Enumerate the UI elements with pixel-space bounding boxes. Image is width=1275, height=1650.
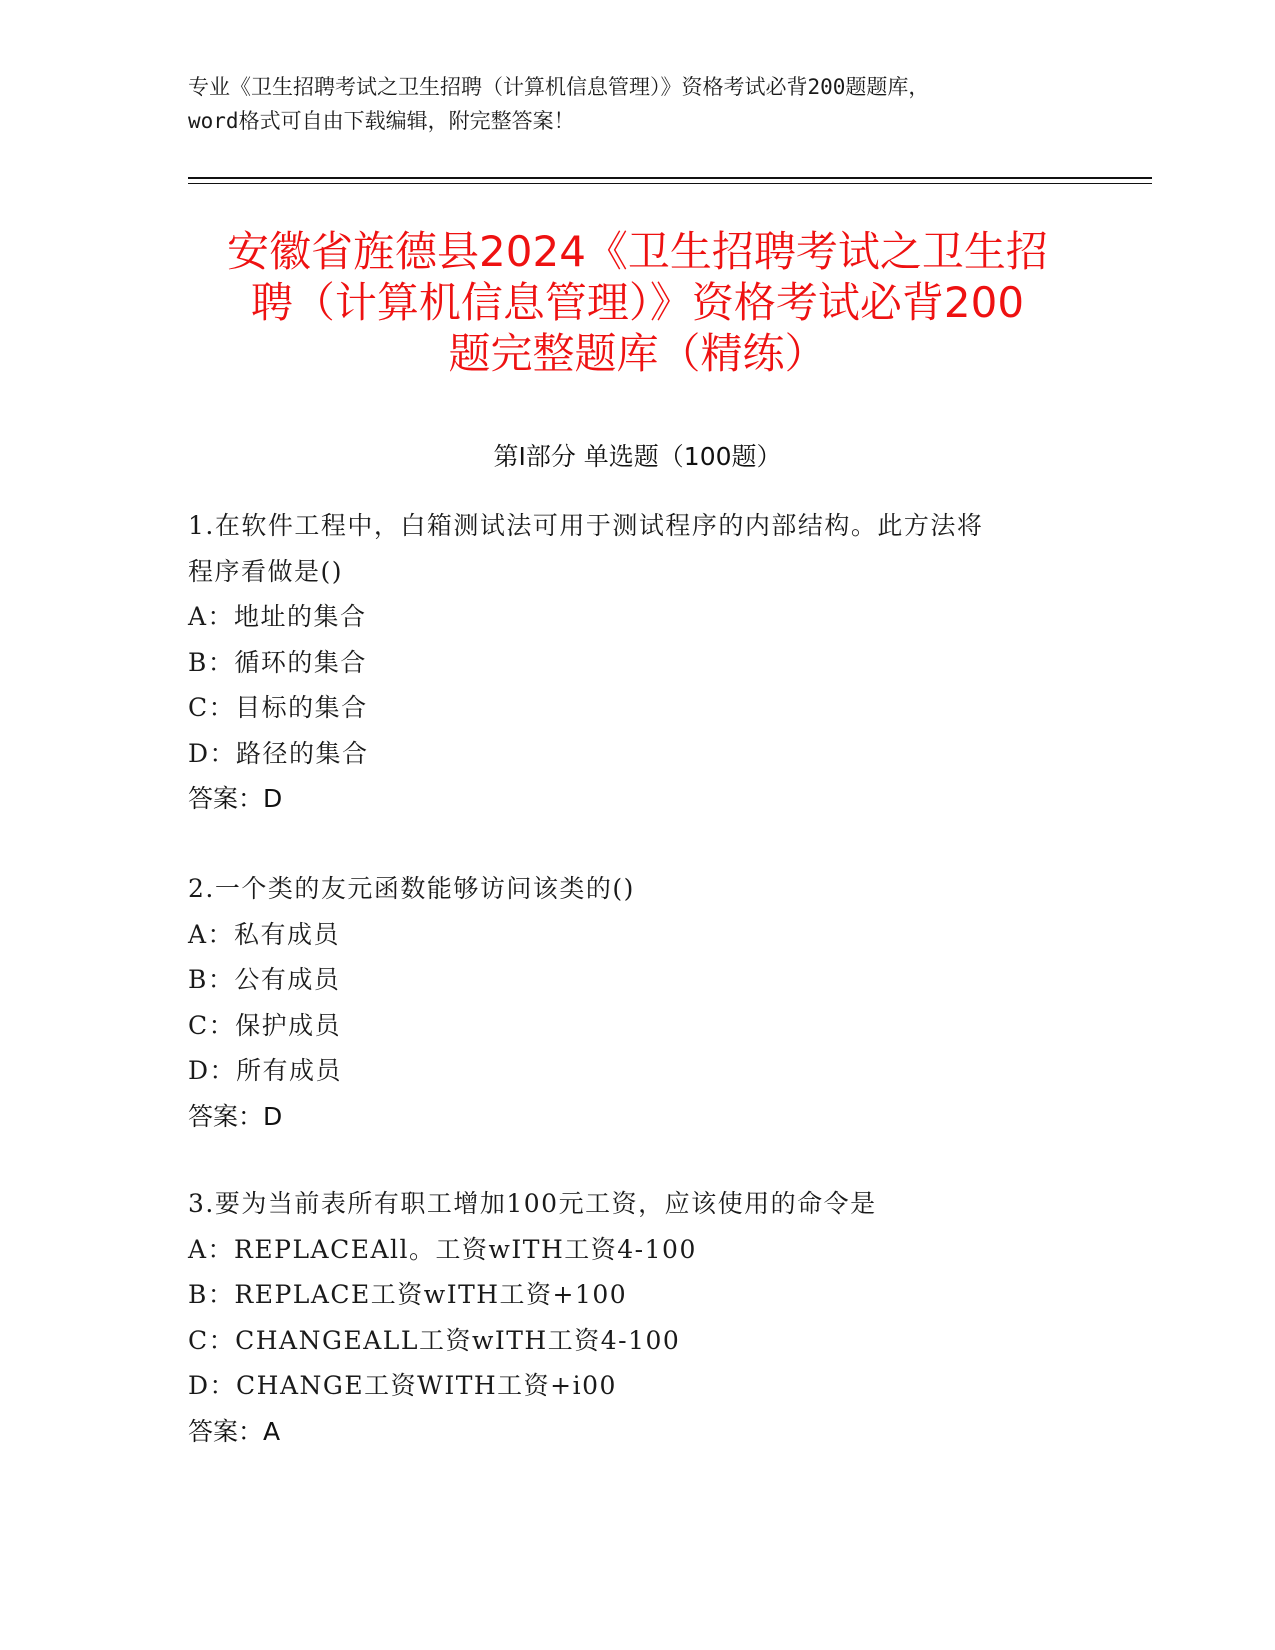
answer: 答案：D (188, 784, 283, 813)
option-d: D：CHANGE工资WITH工资+i00 (188, 1371, 617, 1400)
option-a: A：地址的集合 (188, 602, 367, 631)
question-stem: 3.要为当前表所有职工增加100元工资，应该使用的命令是 (188, 1189, 877, 1218)
header-note-line: word格式可自由下载编辑，附完整答案！ (188, 109, 575, 133)
answer: 答案：D (188, 1101, 283, 1131)
document-title-line: 题完整题库（精练） (448, 329, 827, 378)
answer: 答案：A (188, 1416, 281, 1446)
option-c: C：保护成员 (188, 1010, 342, 1040)
option-c: C：目标的集合 (188, 693, 368, 722)
option-a: A：REPLACEAll。工资wITH工资4-100 (188, 1234, 697, 1264)
option-a: A：私有成员 (188, 919, 341, 949)
question-stem: 1.在软件工程中，白箱测试法可用于测试程序的内部结构。此方法将 (188, 511, 984, 540)
option-c: C：CHANGEALL工资wITH工资4-100 (188, 1325, 681, 1355)
section-title: 第Ⅰ部分 单选题（100题） (493, 442, 782, 471)
header-divider-thin (188, 183, 1152, 184)
header-divider (188, 177, 1152, 179)
header-note (188, 70, 1088, 138)
question-stem: 2.一个类的友元函数能够访问该类的() (188, 874, 635, 903)
option-b: B：REPLACE工资wITH工资+100 (188, 1280, 628, 1309)
header-note-line: 专业《卫生招聘考试之卫生招聘（计算机信息管理）》资格考试必背200题题库， (188, 75, 930, 99)
question-3 (188, 1181, 1088, 1454)
document-title (160, 226, 1115, 379)
question-stem: 程序看做是() (188, 556, 344, 586)
option-d: D：路径的集合 (188, 738, 369, 768)
option-b: B：循环的集合 (188, 647, 367, 677)
document-title-line: 安徽省旌德县2024《卫生招聘考试之卫生招 (227, 227, 1048, 276)
option-d: D：所有成员 (188, 1056, 343, 1085)
document-title-line: 聘（计算机信息管理）》资格考试必背200 (250, 278, 1025, 327)
question-2 (188, 866, 1088, 1139)
question-1 (188, 503, 1088, 822)
option-b: B：公有成员 (188, 965, 341, 994)
